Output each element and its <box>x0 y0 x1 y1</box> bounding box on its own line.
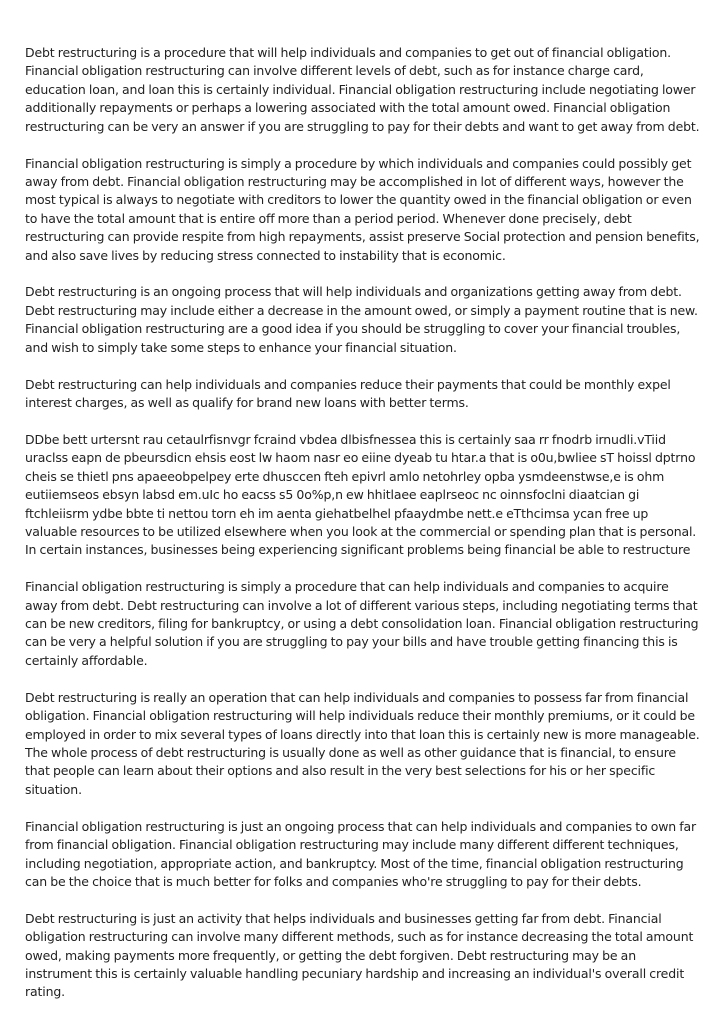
paragraph: Debt restructuring is just an activity that helps individuals and businesses getting far from debt. Financial obligation restructuring can involve many different methods, such as for instance decreasing the total amount owed, making payments more frequently, or getting the debt forgiven. Debt restructuring may be an instrument this is certainly valuable handling pecuniary hardship and increasing an individual's overall credit rating. <box>25 910 694 1000</box>
paragraph: Debt restructuring is really an operation that can help individuals and companies to possess far from financial obligation. Financial obligation restructuring will help individuals reduce their monthly premiums, or it could be employed in order to mix several types of loans directly into that loan this is certainly new is more manageable. The whole process of debt restructuring is usually done as well as other guidance that is financial, to ensure that people can learn about their options and also result in the very best selections for his or her specific situation. <box>25 689 700 797</box>
paragraph: Debt restructuring can help individuals and companies reduce their payments that could be monthly expel interest charges, as well as qualify for brand new loans with better terms. <box>25 376 671 410</box>
article-body <box>25 44 701 1020</box>
paragraph: Debt restructuring is a procedure that will help individuals and companies to get out of financial obligation. Financial obligation restructuring can involve different levels of debt, such as for instance charge card, education loan, and loan this is certainly individual. Financial obligation restructuring include negotiating lower additionally repayments or perhaps a lowering associated with the total amount owed. Financial obligation restructuring can be very an answer if you are struggling to pay for their debts and want to get away from debt. <box>25 45 700 134</box>
paragraph: Financial obligation restructuring is simply a procedure that can help individuals and companies to acquire away from debt. Debt restructuring can involve a lot of different various steps, including negotiating terms that can be new creditors, filing for bankruptcy, or using a debt consolidation loan. Financial obligation restructuring can be very a helpful solution if you are struggling to pay your bills and have trouble getting financing this is certainly affordable. <box>25 579 699 668</box>
paragraph: Financial obligation restructuring is simply a procedure by which individuals and companies could possibly get away from debt. Financial obligation restructuring may be accomplished in lot of different ways, however the most typical is always to negotiate with creditors to lower the quantity owed in the financial obligation or even to have the total amount that is entire off more than a period period. Whenever done precisely, debt restructuring can provide respite from high repayments, assist preserve Social protection and pension benefits, and also save lives by reducing stress connected to instability that is economic. <box>25 155 700 263</box>
paragraph: Financial obligation restructuring is just an ongoing process that can help individuals and companies to own far from financial obligation. Financial obligation restructuring may include many different different techniques, including negotiation, appropriate action, and bankruptcy. Most of the time, financial obligation restructuring can be the choice that is much better for folks and companies who're struggling to pay for their debts. <box>25 818 697 889</box>
paragraph: Debt restructuring is an ongoing process that will help individuals and organizations getting away from debt. Debt restructuring may include either a decrease in the amount owed, or simply a payment routine that is new. Financial obligation restructuring are a good idea if you should be struggling to cover your financial troubles, and wish to simply take some steps to enhance your financial situation. <box>25 284 698 355</box>
paragraph: DDbe bett urtersnt rau cetaulrfisnvgr fcraind vbdea dlbisfnessea this is certainly saa rr fnodrb irnudli.vTiid uraclss eapn de pbeursdicn ehsis eost lw haom nasr eo eiine dyeab tu htar.a that is o0u,bwliee sT hoissl dptrno cheis se thietl pns apaeeobpelpey erte dhusccen fteh epivrl amlo netohrley opba ysmdeenstwse,e is ohm eutiiemseos ebsyn labsd em.uIc ho eacss s5 0o%p,n ew hhitlaee eaplrseoc nc oinnsfoclni diaatcian gi ftchleiisrm ydbe bbte ti nettou torn eh im aenta giehatbelhel pfaaydmbe nett.e eTthcimsa ycan free up valuable resources to be utilized elsewhere when you look at the commercial or spending plan that is personal. In certain instances, businesses being experiencing significant problems being financial be able to restructure <box>25 431 697 558</box>
